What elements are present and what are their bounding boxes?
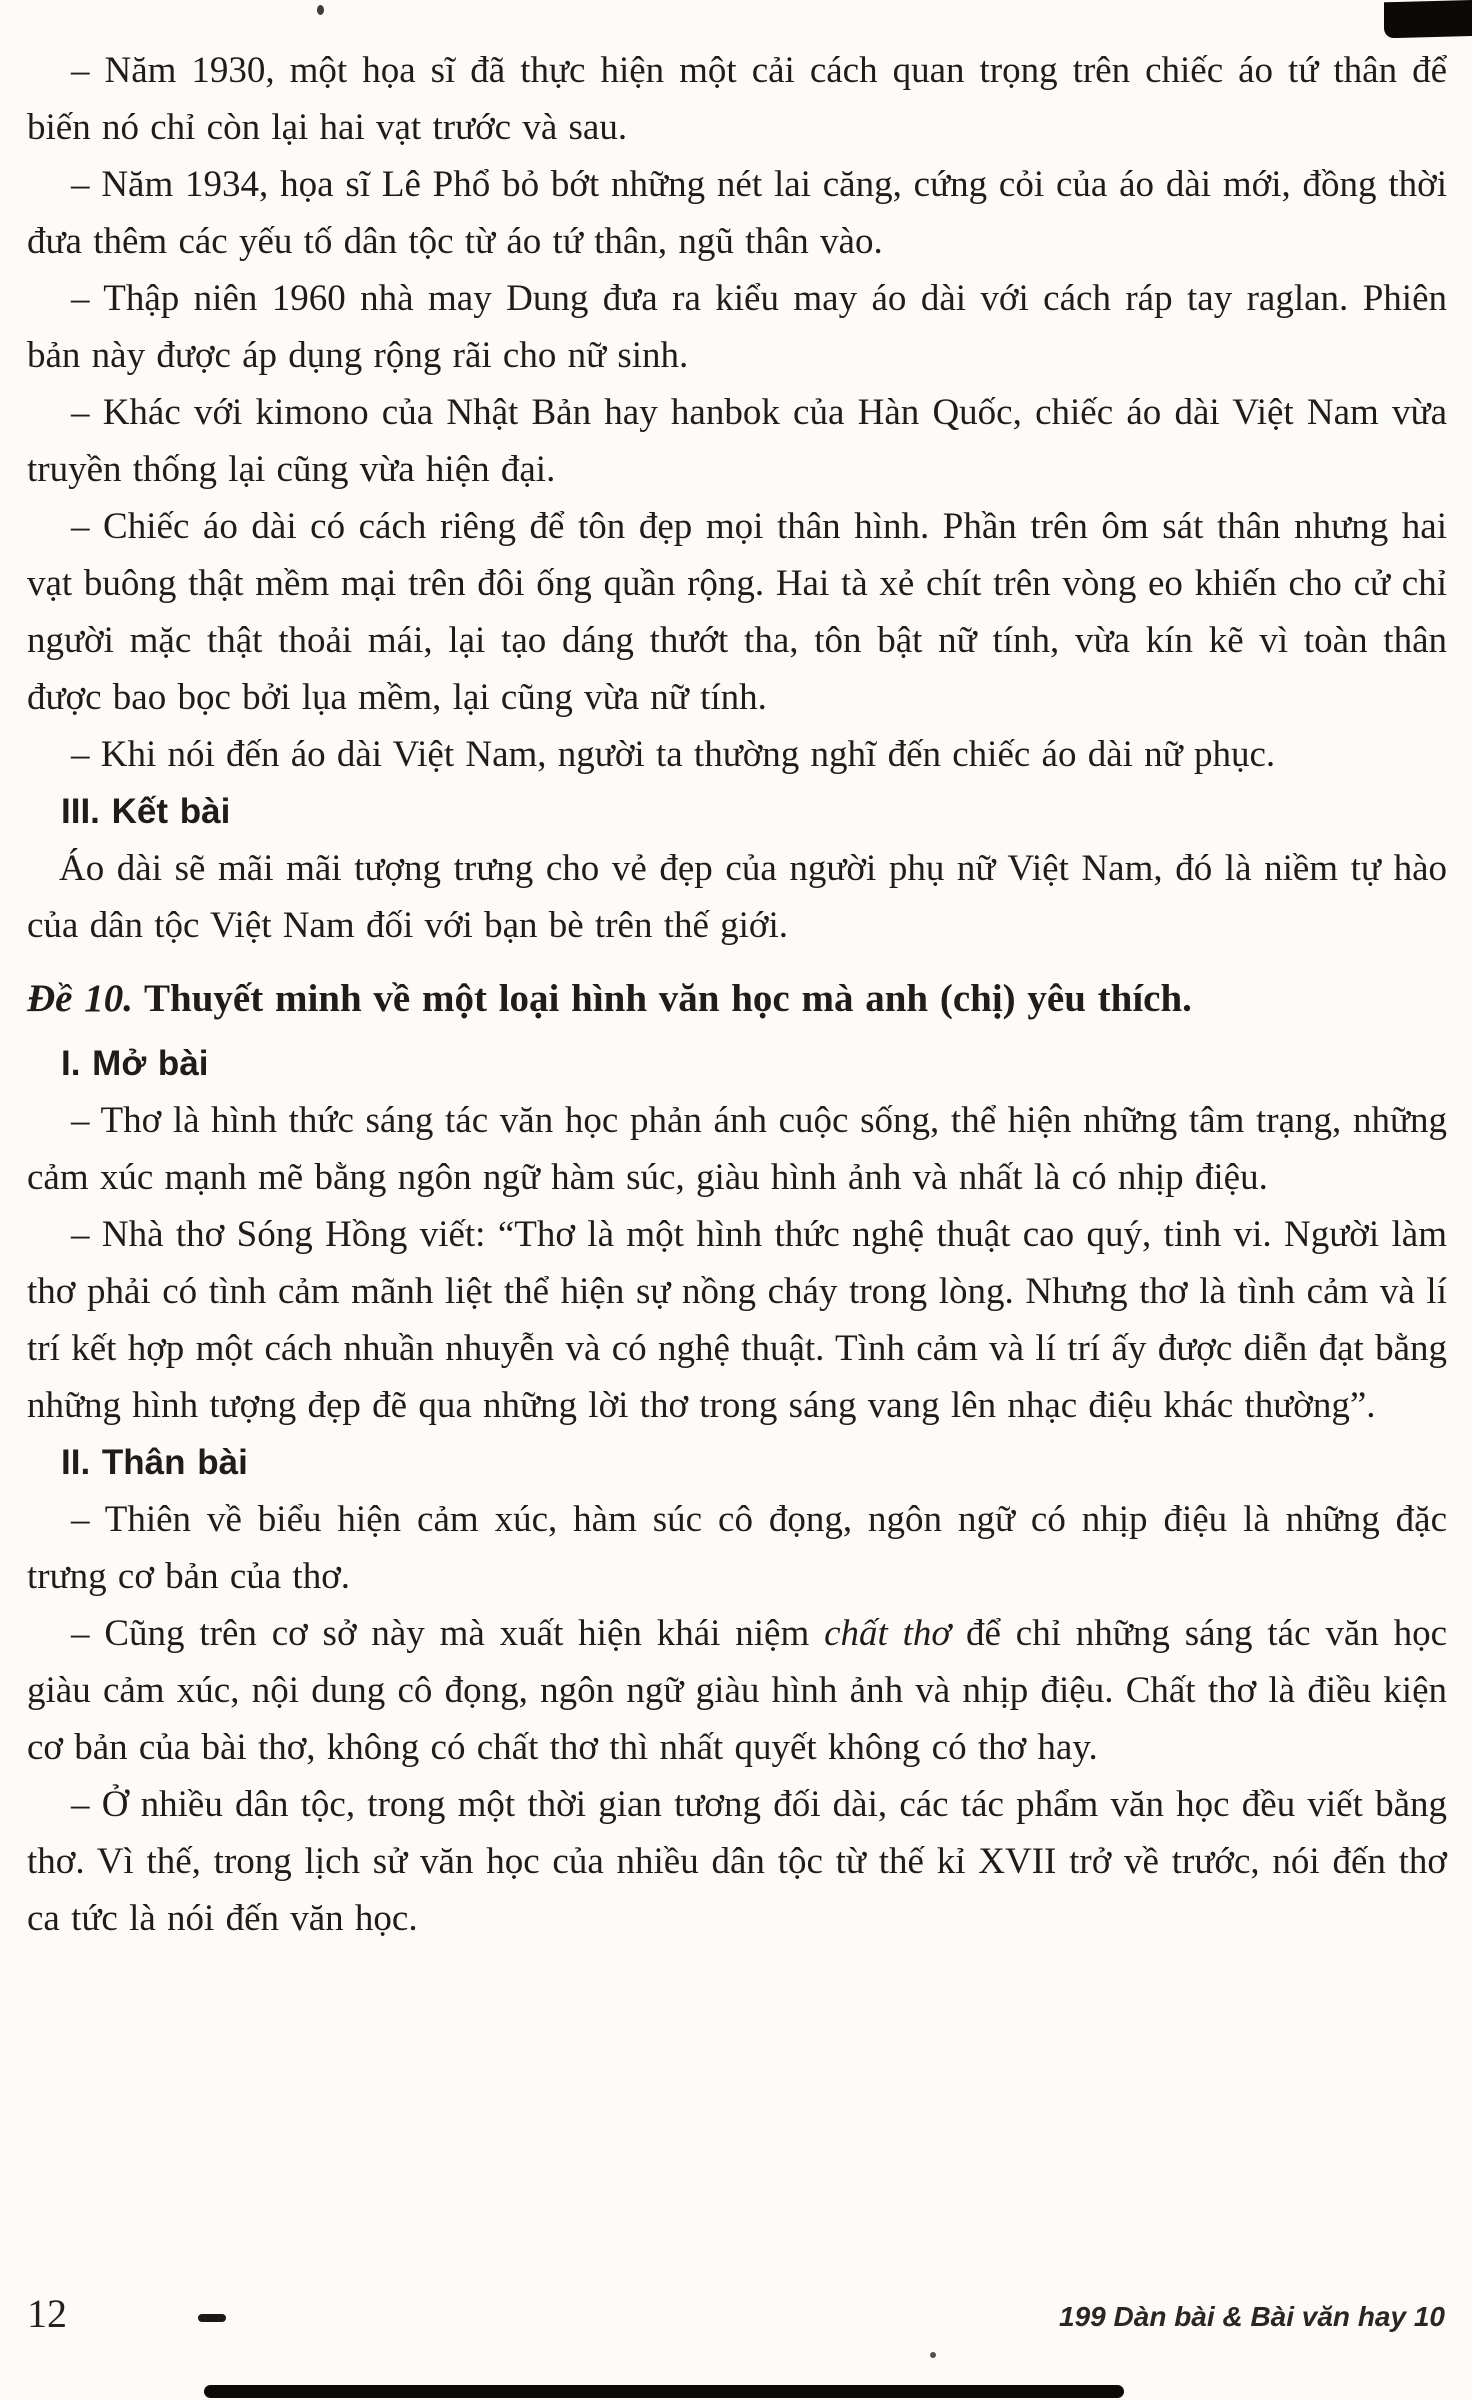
text-segment: III. Kết bài <box>61 792 231 831</box>
section-heading <box>27 1434 1447 1491</box>
text-segment: – Chiếc áo dài có cách riêng để tôn đẹp mọi thân hình. Phần trên ôm sát thân nhưng hai vạt buông thật mềm mại trên đôi ống quần rộng. Hai tà xẻ chít trên vòng eo khiến cho cử chỉ người mặc thật thoải mái, lại tạo dáng thướt tha, tôn bật nữ tính, vừa kín kẽ vì toàn thân được bao bọc bởi lụa mềm, lại cũng vừa nữ tính. <box>27 506 1447 718</box>
text-segment: Đề 10. <box>27 977 133 1020</box>
text-segment: – Năm 1934, họa sĩ Lê Phổ bỏ bớt những nét lai căng, cứng cỏi của áo dài mới, đồng thời đưa thêm các yếu tố dân tộc từ áo tứ thân, ngũ thân vào. <box>27 164 1447 262</box>
page-footer <box>27 2291 1445 2336</box>
text-segment: – Khi nói đến áo dài Việt Nam, người ta thường nghĩ đến chiếc áo dài nữ phục. <box>71 734 1276 775</box>
book-title: 199 Dàn bài & Bài văn hay 10 <box>1059 2301 1445 2333</box>
text-segment: – Năm 1930, một họa sĩ đã thực hiện một cải cách quan trọng trên chiếc áo tứ thân để biến nó chỉ còn lại hai vạt trước và sau. <box>27 50 1447 148</box>
paragraph <box>27 270 1447 384</box>
section-heading <box>27 1035 1447 1092</box>
scan-artifact-top-right <box>1384 0 1472 38</box>
scan-mark-dash <box>198 2314 226 2322</box>
paragraph <box>27 42 1447 156</box>
paragraph <box>27 726 1447 783</box>
paragraph <box>27 498 1447 726</box>
text-segment: – Thơ là hình thức sáng tác văn học phản ánh cuộc sống, thể hiện những tâm trạng, những cảm xúc mạnh mẽ bằng ngôn ngữ hàm súc, giàu hình ảnh và nhất là có nhịp điệu. <box>27 1100 1447 1198</box>
text-segment: – Khác với kimono của Nhật Bản hay hanbok của Hàn Quốc, chiếc áo dài Việt Nam vừa truyền thống lại cũng vừa hiện đại. <box>27 392 1447 490</box>
scan-speck-bottom <box>930 2352 936 2358</box>
text-segment: – Thập niên 1960 nhà may Dung đưa ra kiểu may áo dài với cách ráp tay raglan. Phiên bản này được áp dụng rộng rãi cho nữ sinh. <box>27 278 1447 376</box>
scan-artifact-bottom-bar <box>204 2385 1124 2398</box>
text-segment: Áo dài sẽ mãi mãi tượng trưng cho vẻ đẹp của người phụ nữ Việt Nam, đó là niềm tự hào của dân tộc Việt Nam đối với bạn bè trên thế giới. <box>27 848 1447 946</box>
paragraph <box>27 1092 1447 1206</box>
paragraph <box>27 1491 1447 1605</box>
text-segment: I. Mở bài <box>61 1044 209 1083</box>
text-segment: – Cũng trên cơ sở này mà xuất hiện khái niệm <box>71 1613 825 1654</box>
text-segment: – Nhà thơ Sóng Hồng viết: “Thơ là một hình thức nghệ thuật cao quý, tinh vi. Người làm thơ phải có tình cảm mãnh liệt thể hiện sự nồng cháy trong lòng. Nhưng thơ là tình cảm và lí trí kết hợp một cách nhuần nhuyễn và có nghệ thuật. Tình cảm và lí trí ấy được diễn đạt bằng những hình tượng đẹp đẽ qua những lời thơ trong sáng vang lên nhạc điệu khác thường”. <box>27 1214 1447 1426</box>
text-segment: – Thiên về biểu hiện cảm xúc, hàm súc cô đọng, ngôn ngữ có nhịp điệu là những đặc trưng cơ bản của thơ. <box>27 1499 1447 1597</box>
paragraph <box>27 1206 1447 1434</box>
scan-speck-top <box>317 5 324 15</box>
text-segment: để chỉ những sáng tác văn học giàu cảm xúc, nội dung cô đọng, ngôn ngữ giàu hình ảnh và nhịp điệu. Chất thơ là điều kiện cơ bản của bài thơ, không có chất thơ thì nhất quyết không có thơ hay. <box>27 1613 1448 1768</box>
paragraph <box>27 840 1447 954</box>
text-segment: Thuyết minh về một loại hình văn học mà anh (chị) yêu thích. <box>132 977 1192 1020</box>
page-body <box>27 42 1447 1947</box>
paragraph <box>27 156 1447 270</box>
paragraph <box>27 384 1447 498</box>
text-segment: II. Thân bài <box>61 1443 248 1482</box>
topic-title <box>27 970 1447 1027</box>
section-heading <box>27 783 1447 840</box>
text-segment: chất thơ <box>824 1613 952 1654</box>
paragraph <box>27 1605 1447 1776</box>
paragraph <box>27 1776 1447 1947</box>
page-number: 12 <box>27 2291 67 2336</box>
text-segment: – Ở nhiều dân tộc, trong một thời gian tương đối dài, các tác phẩm văn học đều viết bằng thơ. Vì thế, trong lịch sử văn học của nhiều dân tộc từ thế kỉ XVII trở về trước, nói đến thơ ca tức là nói đến văn học. <box>27 1784 1447 1939</box>
